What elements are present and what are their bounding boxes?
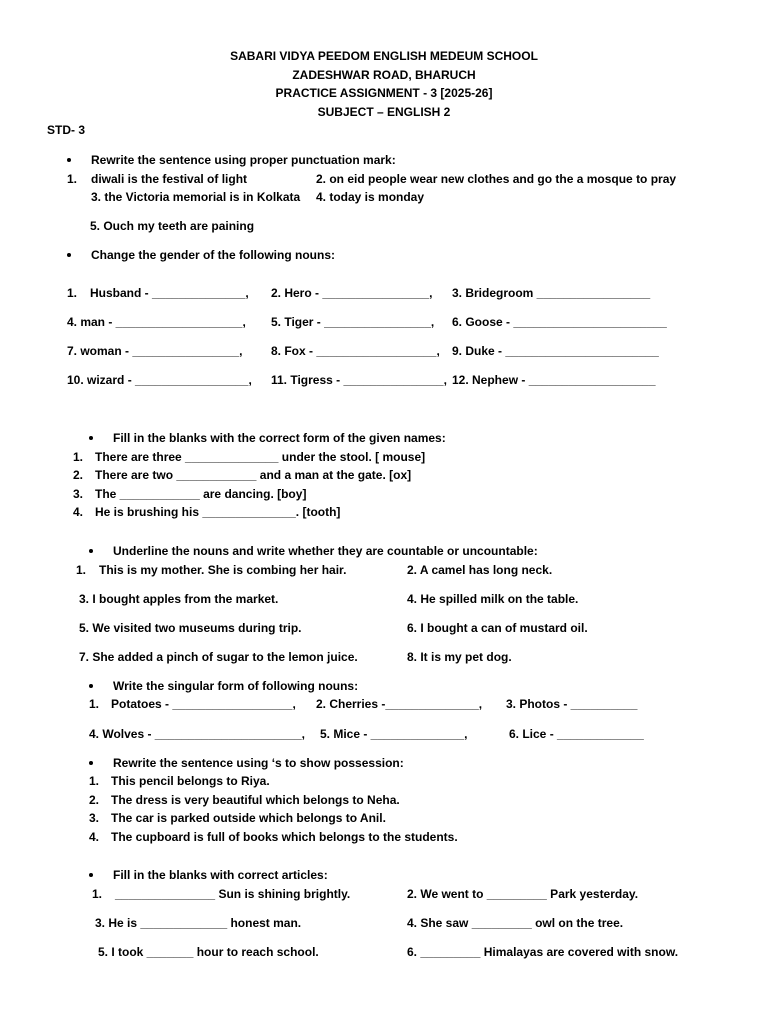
singular-heading: Write the singular form of following nouns: — [113, 679, 359, 693]
nouns-item-7: 7. She added a pinch of sugar to the lemon juice. — [79, 650, 358, 664]
gender-item-12: 12. Nephew - ___________________ — [452, 373, 656, 387]
possession-item-1: This pencil belongs to Riya. — [111, 774, 270, 788]
possession-num-1: 1. — [89, 774, 100, 788]
gender-heading: Change the gender of the following nouns: — [91, 248, 335, 262]
articles-item-2: 2. We went to _________ Park yesterday. — [407, 887, 639, 901]
fill-forms-num-4: 4. — [73, 505, 84, 519]
punctuation-item-3: 3. the Victoria memorial is in Kolkata — [91, 190, 301, 204]
possession-num-3: 3. — [89, 811, 100, 825]
punctuation-heading: Rewrite the sentence using proper punctuation mark: — [91, 153, 396, 167]
nouns-item-5: 5. We visited two museums during trip. — [79, 621, 302, 635]
fill-forms-num-1: 1. — [73, 450, 84, 464]
articles-num-1: 1. — [92, 887, 103, 901]
singular-item-2: 2. Cherries -______________, — [316, 697, 483, 711]
fill-forms-item-4: He is brushing his ______________. [tooth] — [95, 505, 341, 519]
nouns-item-2: 2. A camel has long neck. — [407, 563, 553, 577]
possession-num-4: 4. — [89, 830, 100, 844]
gender-item-3: 3. Bridegroom _________________ — [452, 286, 651, 300]
gender-item-7: 7. woman - ________________, — [67, 344, 243, 358]
nouns-item-4: 4. He spilled milk on the table. — [407, 592, 579, 606]
punctuation-item-1: diwali is the festival of light — [91, 172, 248, 186]
gender-item-8: 8. Fox - __________________, — [271, 344, 440, 358]
fill-forms-item-1: There are three ______________ under the stool. [ mouse] — [95, 450, 426, 464]
possession-item-3: The car is parked outside which belongs to Anil. — [111, 811, 386, 825]
possession-num-2: 2. — [89, 793, 100, 807]
possession-item-4: The cupboard is full of books which belongs to the students. — [111, 830, 458, 844]
articles-item-4: 4. She saw _________ owl on the tree. — [407, 916, 624, 930]
articles-item-1: _______________ Sun is shining brightly. — [115, 887, 351, 901]
nouns-heading: Underline the nouns and write whether they are countable or uncountable: — [113, 544, 538, 558]
nouns-item-1: This is my mother. She is combing her hair. — [99, 563, 347, 577]
gender-item-10: 10. wizard - _________________, — [67, 373, 252, 387]
punctuation-num-1: 1. — [67, 172, 78, 186]
punctuation-item-2: 2. on eid people wear new clothes and go the a mosque to pray — [316, 172, 677, 186]
gender-item-6: 6. Goose - _______________________ — [452, 315, 667, 329]
nouns-num-1: 1. — [76, 563, 87, 577]
fill-forms-item-2: There are two ____________ and a man at the gate. [ox] — [95, 468, 412, 482]
singular-item-6: 6. Lice - _____________ — [509, 727, 644, 741]
articles-item-6: 6. _________ Himalayas are covered with snow. — [407, 945, 679, 959]
gender-item-5: 5. Tiger - ________________, — [271, 315, 435, 329]
subject-title: SUBJECT – ENGLISH 2 — [317, 105, 451, 119]
gender-item-2: 2. Hero - ________________, — [271, 286, 433, 300]
fill-forms-heading: Fill in the blanks with the correct form of the given names: — [113, 431, 446, 445]
school-address: ZADESHWAR ROAD, BHARUCH — [292, 68, 476, 82]
nouns-item-3: 3. I bought apples from the market. — [79, 592, 279, 606]
nouns-item-8: 8. It is my pet dog. — [407, 650, 512, 664]
school-name: SABARI VIDYA PEEDOM ENGLISH MEDEUM SCHOOL — [230, 49, 538, 63]
articles-item-3: 3. He is _____________ honest man. — [95, 916, 302, 930]
gender-item-4: 4. man - ___________________, — [67, 315, 246, 329]
articles-heading: Fill in the blanks with correct articles: — [113, 868, 328, 882]
singular-item-4: 4. Wolves - ______________________, — [89, 727, 305, 741]
punctuation-item-5: 5. Ouch my teeth are paining — [90, 219, 255, 233]
gender-item-1: Husband - ______________, — [90, 286, 249, 300]
articles-item-5: 5. I took _______ hour to reach school. — [98, 945, 319, 959]
singular-item-1: Potatoes - __________________, — [111, 697, 296, 711]
gender-item-11: 11. Tigress - _______________, — [271, 373, 447, 387]
fill-forms-item-3: The ____________ are dancing. [boy] — [95, 487, 307, 501]
fill-forms-num-3: 3. — [73, 487, 84, 501]
assignment-title: PRACTICE ASSIGNMENT - 3 [2025-26] — [275, 86, 493, 100]
possession-item-2: The dress is very beautiful which belongs to Neha. — [111, 793, 400, 807]
punctuation-item-4: 4. today is monday — [316, 190, 425, 204]
std-label: STD- 3 — [47, 123, 86, 137]
singular-item-5: 5. Mice - ______________, — [320, 727, 468, 741]
singular-item-3: 3. Photos - __________ — [506, 697, 638, 711]
singular-num-1: 1. — [89, 697, 100, 711]
nouns-item-6: 6. I bought a can of mustard oil. — [407, 621, 588, 635]
gender-num-1: 1. — [67, 286, 78, 300]
fill-forms-num-2: 2. — [73, 468, 84, 482]
possession-heading: Rewrite the sentence using ‘s to show possession: — [113, 756, 404, 770]
gender-item-9: 9. Duke - _______________________ — [452, 344, 659, 358]
